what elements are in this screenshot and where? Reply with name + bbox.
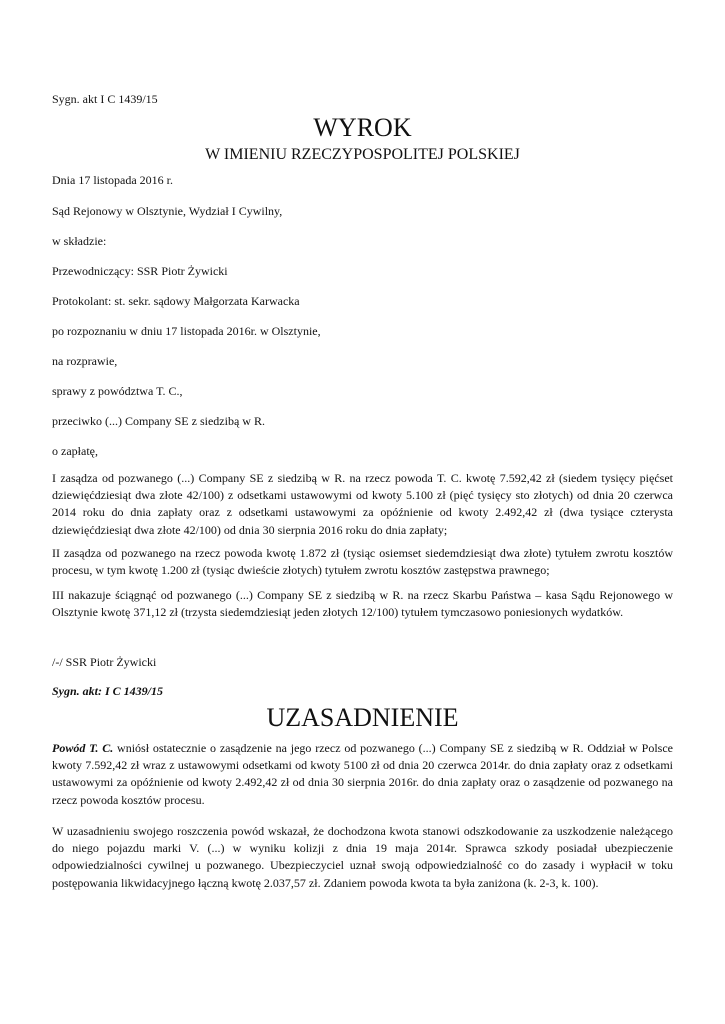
hearing-type: na rozprawie,: [52, 354, 118, 368]
defendant: przeciwko (...) Company SE z siedzibą w R.: [52, 414, 265, 428]
ruling-point-2: II zasądza od pozwanego na rzecz powoda kwotę 1.872 zł (tysiąc osiemset siedemdziesiąt dwa złote) tytułem zwrotu kosztów procesu, w tym kwotę 1.200 zł (tysiąc dwieście złotych) tytułem zwrotu kosztów zastępstwa prawnego;: [52, 546, 673, 578]
claimant-lead: Powód T. C.: [52, 741, 114, 755]
case-number: Sygn. akt I C 1439/15: [52, 92, 158, 106]
justification-paragraph-2: W uzasadnieniu swojego roszczenia powód wskazał, że dochodzona kwota stanowi odszkodowanie za uszkodzenie należącego do niego pojazdu marki V. (...) w wyniku kolizji z dnia 19 maja 2014r. Sprawca szkody posiadał ubezpieczenie odpowiedzialności cywilnej u pozwanego. Ubezpieczyciel uznał swoją odpowiedzialność co do zasady i wypłacił w toku postępowania likwidacyjnego łączną kwotę 2.037,57 zł. Zdaniem powoda kwota ta była zaniżona (k. 2-3, k. 100).: [52, 824, 673, 890]
claimant: sprawy z powództwa T. C.,: [52, 384, 183, 398]
judgment-subtitle: W IMIENIU RZECZYPOSPOLITEJ POLSKIEJ: [205, 146, 520, 163]
court-clerk: Protokolant: st. sekr. sądowy Małgorzata Karwacka: [52, 294, 300, 308]
hearing-info: po rozpoznaniu w dniu 17 listopada 2016r. w Olsztynie,: [52, 324, 321, 338]
judgment-title: WYROK: [313, 113, 412, 142]
presiding-judge: Przewodniczący: SSR Piotr Żywicki: [52, 264, 228, 278]
judgment-date: Dnia 17 listopada 2016 r.: [52, 173, 173, 187]
court-name: Sąd Rejonowy w Olsztynie, Wydział I Cywilny,: [52, 204, 283, 218]
justification-title: UZASADNIENIE: [266, 703, 459, 732]
ruling-point-3: III nakazuje ściągnąć od pozwanego (...) Company SE z siedzibą w R. na rzecz Skarbu Państwa – kasa Sądu Rejonowego w Olsztynie kwotę 371,12 zł (trzysta siedemdziesiąt jeden złotych 12/100) tytułem tymczasowo poniesionych wydatków.: [52, 588, 673, 620]
signature: /-/ SSR Piotr Żywicki: [52, 655, 157, 669]
justification-case-number: Sygn. akt: I C 1439/15: [52, 684, 164, 698]
justification-paragraph-1: [52, 740, 673, 809]
ruling-point-1: I zasądza od pozwanego (...) Company SE z siedzibą w R. na rzecz powoda T. C. kwotę 7.592,42 zł (siedem tysięcy pięćset dziewięćdziesiąt dwa złote 42/100) z odsetkami ustawowymi od kwoty 5.100 zł (pięć tysięcy sto złotych) od dnia 20 czerwca 2014 roku do dnia zapłaty oraz z odsetkami ustawowymi za opóźnienie od kwoty 2.492,42 zł (dwa tysiące czterysta dziewięćdziesiąt dwa złote 42/100) od dnia 30 sierpnia 2016 roku do dnia zapłaty;: [52, 471, 673, 537]
composition-label: w składzie:: [52, 234, 107, 248]
paragraph-1-text: wniósł ostatecznie o zasądzenie na jego rzecz od pozwanego (...) Company SE z siedzibą w R. Oddział w Polsce kwoty 7.592,42 zł wraz z ustawowymi odsetkami od kwoty 5100 zł od dnia 20 czerwca 2014r. do dnia zapłaty oraz z odsetkami ustawowymi za opóźnienie od kwoty 2.492,42 zł od dnia 30 sierpnia 2016r. do dnia zapłaty oraz o zasądzenie od pozwanego na rzecz powoda kosztów procesu.: [52, 741, 673, 807]
claim-subject: o zapłatę,: [52, 444, 98, 458]
